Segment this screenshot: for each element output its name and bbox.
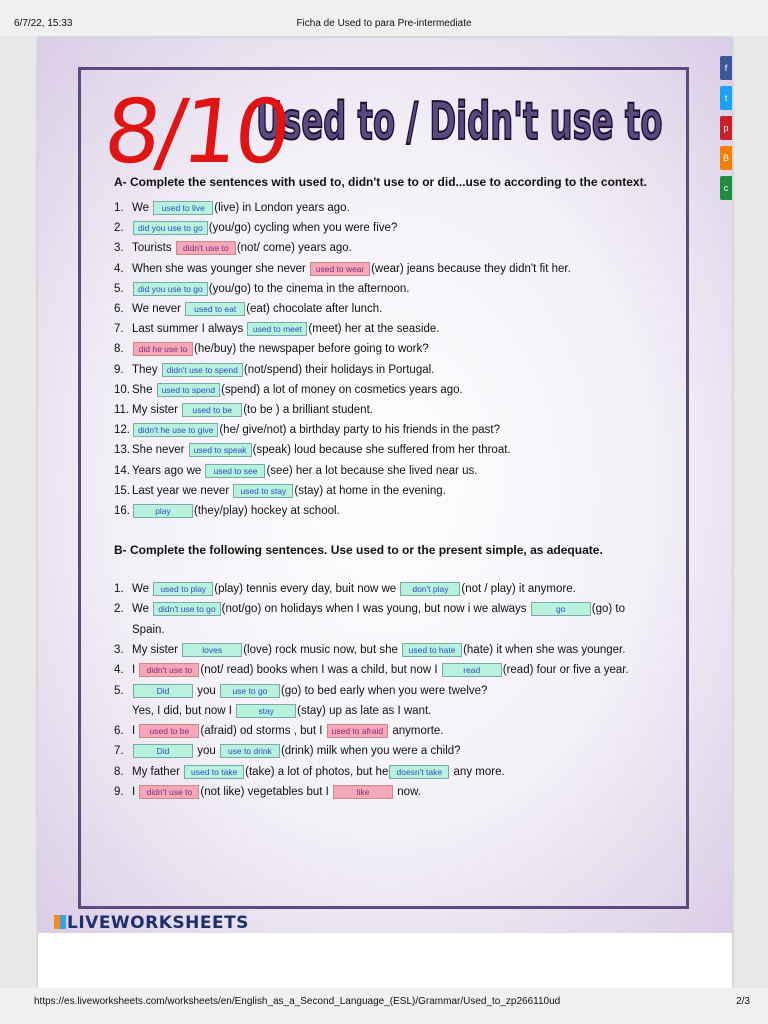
liveworksheets-logo: LIVEWORKSHEETS (54, 913, 249, 933)
exercise-b-line (114, 744, 461, 758)
print-datetime: 6/7/22, 15:33 (14, 18, 73, 29)
answer-field-correct[interactable]: used to speak (189, 443, 252, 457)
sentence-text: (not/spend) their holidays in Portugal. (243, 363, 435, 376)
answer-field-incorrect[interactable]: didn't use to (176, 241, 236, 255)
sentence-text: (drink) milk when you were a child? (280, 745, 461, 758)
sentence-text: (speak) loud because she suffered from her throat. (252, 444, 511, 457)
sentence-text: Tourists (132, 242, 175, 255)
classroom-share-icon[interactable]: c (720, 176, 732, 200)
exercise-a-line (114, 221, 397, 235)
sentence-text: (see) her a lot because she lived near us. (266, 464, 478, 477)
answer-field-correct[interactable]: didn't use to go (153, 602, 220, 616)
sentence-text: (go) to bed early when you were twelve? (280, 684, 488, 697)
liveworksheets-logo-icon (54, 915, 66, 929)
exercise-number: 2. (114, 603, 124, 616)
twitter-share-icon[interactable]: t (720, 86, 732, 110)
document-page (38, 38, 732, 988)
exercise-number: 4. (114, 664, 124, 677)
sentence-text: (afraid) od storms , but I (200, 725, 326, 738)
exercise-a-line (114, 201, 350, 215)
exercise-number: 8. (114, 343, 124, 356)
answer-field-correct[interactable]: used to hate (402, 643, 462, 657)
exercise-number: 1. (114, 583, 124, 596)
sentence-text: We (132, 202, 153, 215)
exercise-a-line (114, 363, 434, 377)
blogger-share-icon[interactable]: B (720, 146, 732, 170)
sentence-text: (not like) vegetables but I (200, 786, 333, 799)
answer-field-correct[interactable]: used to eat (185, 302, 245, 316)
exercise-a-line (114, 423, 500, 437)
answer-field-incorrect[interactable]: like (333, 785, 393, 799)
sentence-text: (stay) at home in the evening. (294, 484, 446, 497)
answer-field-correct[interactable]: doesn't take (389, 765, 449, 779)
exercise-number: 9. (114, 363, 124, 376)
browser-footer (0, 988, 768, 1024)
exercise-b-line (114, 602, 625, 616)
sentence-text: you (194, 684, 219, 697)
exercise-b-line (114, 643, 625, 657)
sentence-text: Spain. (132, 623, 165, 636)
sentence-text: Years ago we (132, 464, 205, 477)
answer-field-correct[interactable]: used to take (184, 765, 244, 779)
sentence-text: (take) a lot of photos, but he (245, 765, 389, 778)
sentence-text: My sister (132, 404, 182, 417)
exercise-number: 3. (114, 643, 124, 656)
answer-field-incorrect[interactable]: didn't use to (139, 663, 199, 677)
answer-field-correct[interactable]: use to go (220, 684, 280, 698)
page-url: https://es.liveworksheets.com/worksheets/en/English_as_a_Second_Language_(ESL)/Grammar/Used_to_zp266110ud (34, 996, 561, 1007)
answer-field-correct[interactable]: used to spend (157, 383, 220, 397)
exercise-number: 4. (114, 262, 124, 275)
sentence-text: (read) four or five a year. (502, 664, 629, 677)
answer-field-incorrect[interactable]: used to be (139, 724, 199, 738)
exercise-b-line (114, 765, 505, 779)
answer-field-correct[interactable]: Did (133, 744, 193, 758)
sentence-text: (not/go) on holidays when I was young, but now i we always (221, 603, 530, 616)
exercise-number: 7. (114, 323, 124, 336)
sentence-text: (meet) her at the seaside. (308, 323, 440, 336)
sentence-text: (he/buy) the newspaper before going to work? (194, 343, 429, 356)
sentence-text: We never (132, 303, 185, 316)
sentence-text: We (132, 583, 153, 596)
exercise-a-line (114, 383, 463, 397)
exercise-number: 15. (114, 484, 130, 497)
exercise-a-line (114, 241, 352, 255)
worksheet-title: Used to / Didn't use to (256, 92, 663, 152)
exercise-a-line (114, 504, 340, 518)
sentence-text: (to be ) a brilliant student. (243, 404, 373, 417)
answer-field-correct[interactable]: did you use to go (133, 221, 208, 235)
exercise-number: 14. (114, 464, 130, 477)
exercise-b-line (114, 704, 431, 718)
answer-field-correct[interactable]: used to see (205, 464, 265, 478)
sentence-text: (go) to (591, 603, 626, 616)
answer-field-correct[interactable]: read (442, 663, 502, 677)
exercise-b-line (114, 785, 421, 799)
sentence-text: When she was younger she never (132, 262, 310, 275)
exercise-number: 6. (114, 303, 124, 316)
print-page-title: Ficha de Used to para Pre-intermediate (296, 18, 472, 29)
answer-field-correct[interactable]: don't play (400, 582, 460, 596)
exercise-number: 5. (114, 684, 124, 697)
answer-field-correct[interactable]: stay (236, 704, 296, 718)
exercise-a-line (114, 403, 373, 417)
sentence-text: anymorte. (389, 725, 444, 738)
exercise-number: 16. (114, 505, 130, 518)
sentence-text: any more. (450, 765, 505, 778)
exercise-b-line (114, 623, 165, 637)
sentence-text: We (132, 603, 153, 616)
answer-field-correct[interactable]: used to live (153, 201, 213, 215)
sentence-text: (you/go) cycling when you were five? (208, 222, 398, 235)
exercise-number: 6. (114, 725, 124, 738)
page-indicator: 2/3 (736, 996, 750, 1007)
sentence-text: (stay) up as late as I want. (297, 704, 432, 717)
answer-field-correct[interactable]: used to play (153, 582, 213, 596)
answer-field-correct[interactable]: didn't use to spend (162, 363, 243, 377)
sentence-text: (love) rock music now, but she (243, 643, 402, 656)
sentence-text: My father (132, 765, 184, 778)
facebook-share-icon[interactable]: f (720, 56, 732, 80)
answer-field-correct[interactable]: go (531, 602, 591, 616)
exercise-number: 13. (114, 444, 130, 457)
sentence-text: Yes, I did, but now I (132, 704, 236, 717)
answer-field-correct[interactable]: use to drink (220, 744, 280, 758)
answer-field-correct[interactable]: play (133, 504, 193, 518)
answer-field-incorrect[interactable]: used to wear (310, 262, 370, 276)
browser-header (0, 0, 768, 36)
sentence-text: I (132, 725, 139, 738)
exercise-number: 12. (114, 424, 130, 437)
exercise-number: 10. (114, 383, 130, 396)
sentence-text: I (132, 786, 139, 799)
exercise-b-line (114, 724, 444, 738)
answer-field-correct[interactable]: used to stay (233, 484, 293, 498)
exercise-number: 5. (114, 282, 124, 295)
handwritten-grade: 8/10 (99, 80, 293, 183)
section-a-heading: A- Complete the sentences with used to, didn't use to or did...use to according to the context. (114, 175, 647, 189)
exercise-a-line (114, 443, 511, 457)
answer-field-incorrect[interactable]: used to afraid (327, 724, 389, 738)
exercise-a-line (114, 322, 439, 336)
exercise-number: 3. (114, 242, 124, 255)
sentence-text: She (132, 383, 156, 396)
sentence-text: (not/ come) years ago. (236, 242, 352, 255)
exercise-b-line (114, 663, 629, 677)
worksheet (38, 38, 732, 933)
sentence-text: (he/ give/not) a birthday party to his friends in the past? (219, 424, 500, 437)
sentence-text: (wear) jeans because they didn't fit her. (371, 262, 571, 275)
sentence-text: They (132, 363, 161, 376)
sentence-text: My sister (132, 643, 182, 656)
exercise-number: 2. (114, 222, 124, 235)
sentence-text: I (132, 664, 139, 677)
answer-field-incorrect[interactable]: didn't use to (139, 785, 199, 799)
sentence-text: (play) tennis every day, buit now we (214, 583, 400, 596)
exercise-a-line (114, 342, 429, 356)
sentence-text: now. (394, 786, 421, 799)
exercise-a-line (114, 484, 446, 498)
sentence-text: (they/play) hockey at school. (194, 505, 340, 518)
sentence-text: (not / play) it anymore. (461, 583, 576, 596)
answer-field-correct[interactable]: used to meet (247, 322, 307, 336)
sentence-text: (not/ read) books when I was a child, but now I (200, 664, 441, 677)
sentence-text: (hate) it when she was younger. (463, 643, 626, 656)
exercise-number: 1. (114, 202, 124, 215)
exercise-number: 11. (114, 404, 130, 417)
answer-field-correct[interactable]: used to be (182, 403, 242, 417)
sentence-text: you (194, 745, 219, 758)
pinterest-share-icon[interactable]: p (720, 116, 732, 140)
answer-field-correct[interactable]: did you use to go (133, 282, 208, 296)
answer-field-correct[interactable]: loves (182, 643, 242, 657)
exercise-b-line (114, 582, 576, 596)
answer-field-correct[interactable]: didn't he use to give (133, 423, 218, 437)
sentence-text: Last summer I always (132, 323, 247, 336)
exercise-a-line (114, 464, 477, 478)
exercise-number: 9. (114, 786, 124, 799)
sentence-text: She never (132, 444, 188, 457)
sentence-text: (you/go) to the cinema in the afternoon. (208, 282, 410, 295)
exercise-a-line (114, 282, 409, 296)
exercise-a-line (114, 262, 571, 276)
exercise-b-line (114, 684, 487, 698)
sentence-text: (spend) a lot of money on cosmetics years ago. (221, 383, 463, 396)
exercise-number: 7. (114, 745, 124, 758)
section-b-heading: B- Complete the following sentences. Use used to or the present simple, as adequate. (114, 543, 603, 557)
sentence-text: Last year we never (132, 484, 233, 497)
exercise-number: 8. (114, 765, 124, 778)
sentence-text: (live) in London years ago. (214, 202, 350, 215)
exercise-a-line (114, 302, 382, 316)
answer-field-correct[interactable]: Did (133, 684, 193, 698)
sentence-text: (eat) chocolate after lunch. (246, 303, 383, 316)
answer-field-incorrect[interactable]: did he use to (133, 342, 193, 356)
